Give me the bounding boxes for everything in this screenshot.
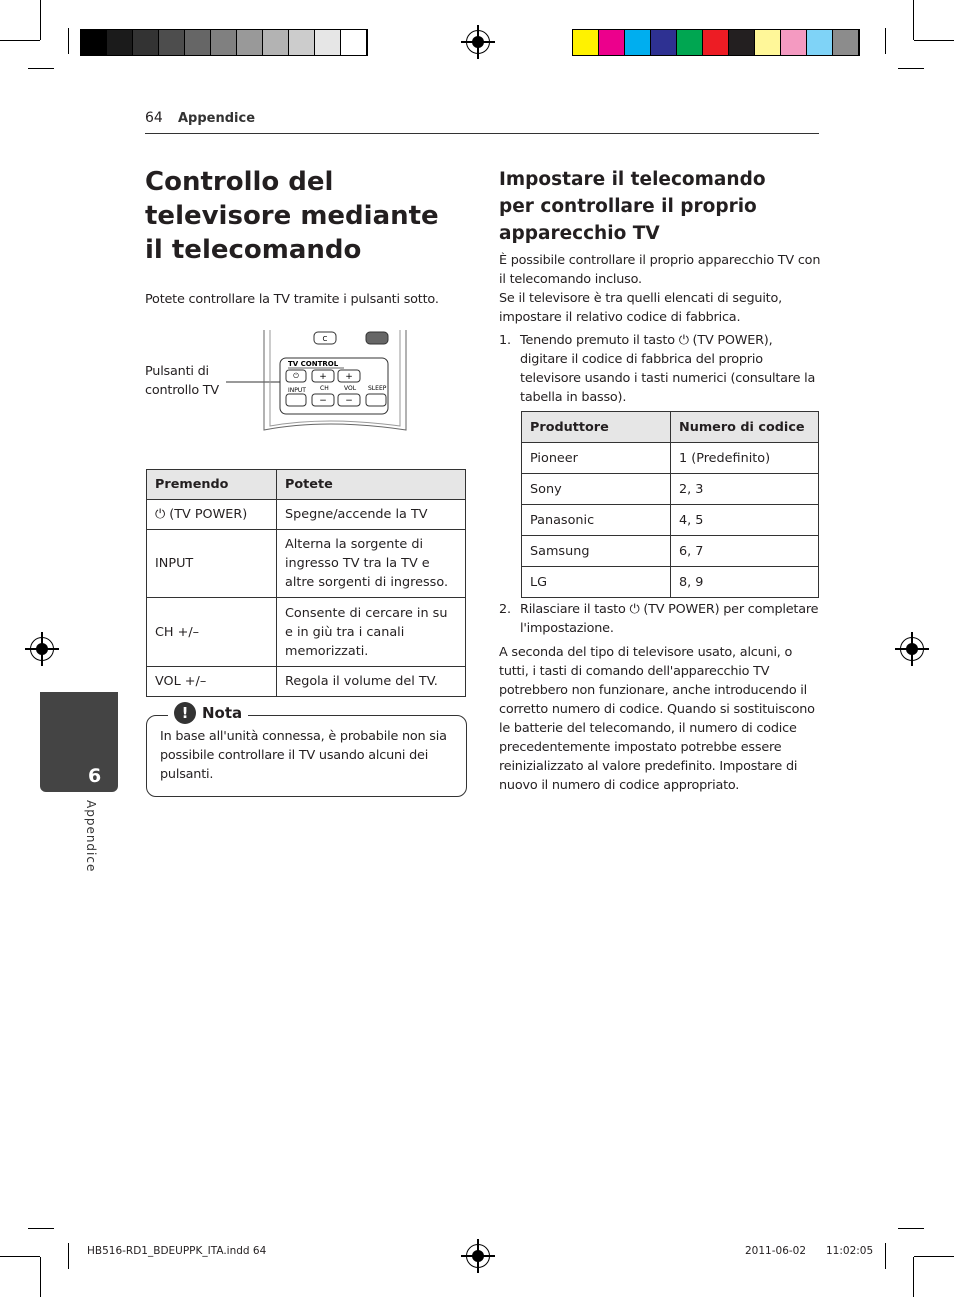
page-title: Controllo del televisore mediante il telecomando xyxy=(145,167,439,265)
functions-table xyxy=(146,469,466,697)
power-icon: ⏻ xyxy=(155,507,166,522)
figure-label: Pulsanti di controllo TV xyxy=(145,364,219,398)
table-cell: 4, 5 xyxy=(671,505,819,536)
table-header: Potete xyxy=(277,470,466,500)
step-text-a: Rilasciare il tasto xyxy=(520,602,626,617)
table-cell: 2, 3 xyxy=(671,474,819,505)
chapter-label: Appendice xyxy=(84,800,98,873)
color-bar xyxy=(572,29,860,56)
page-number: 64 xyxy=(145,110,163,126)
table-row xyxy=(147,530,466,598)
paragraph: Se il televisore è tra quelli elencati di seguito, impostare il relativo codice di fabbrica. xyxy=(499,291,782,325)
paragraph: È possibile controllare il proprio apparecchio TV con il telecomando incluso. xyxy=(499,253,821,287)
step-text xyxy=(520,331,820,407)
footer-file: HB516-RD1_BDEUPPK_ITA.indd 64 xyxy=(87,1245,267,1257)
vol-plus-label: + xyxy=(345,372,353,382)
power-icon: ⏻ xyxy=(293,372,299,380)
table-header: Numero di codice xyxy=(671,412,819,443)
step-text xyxy=(520,600,822,638)
table-cell: Pioneer xyxy=(522,443,671,474)
c-key-label: C xyxy=(322,335,328,343)
table-cell: CH +/– xyxy=(147,598,277,667)
remote-control-figure xyxy=(226,326,416,436)
table-cell: LG xyxy=(522,567,671,598)
step-number: 2. xyxy=(499,602,511,617)
table-row xyxy=(522,536,819,567)
table-cell: 1 (Predefinito) xyxy=(671,443,819,474)
table-header: Produttore xyxy=(522,412,671,443)
vol-minus-label: − xyxy=(345,396,353,406)
power-icon: ⏻ xyxy=(678,333,689,348)
power-icon: ⏻ xyxy=(629,602,640,617)
table-row xyxy=(522,474,819,505)
table-row xyxy=(147,667,466,697)
ch-minus-label: − xyxy=(319,396,327,406)
grayscale-bar xyxy=(80,29,368,56)
step-text-a: Tenendo premuto il tasto xyxy=(520,333,675,348)
ch-label: CH xyxy=(320,385,329,392)
paragraph: A seconda del tipo di televisore usato, alcuni, o tutti, i tasti di comando dell'apparecchio TV potrebbero non funzionare, anche introducendo il corretto numero di codice. Quando si sostituiscono le batterie del telecomando, il numero di codice precedentemente impostato potrebbe essere reinizializzato al valore predefinito. Impostare di nuovo il numero di codice appropriato. xyxy=(499,645,815,793)
note-title-text: Nota xyxy=(202,704,243,722)
table-row xyxy=(147,500,466,530)
table-cell: (TV POWER) xyxy=(169,507,248,522)
table-cell: Spegne/accende la TV xyxy=(277,500,466,530)
step-text-b: (TV POWER) per completare l'impostazione. xyxy=(520,602,819,636)
note-text: In base all'unità connessa, è probabile non sia possibile controllare il TV usando alcuni dei pulsanti. xyxy=(160,729,447,782)
intro-text: Potete controllare la TV tramite i pulsanti sotto. xyxy=(145,292,439,307)
registration-mark-icon xyxy=(30,637,54,661)
table-cell: 8, 9 xyxy=(671,567,819,598)
registration-mark-icon xyxy=(466,30,490,54)
table-cell: Alterna la sorgente di ingresso TV tra la TV e altre sorgenti di ingresso. xyxy=(277,530,466,598)
table-cell: Regola il volume del TV. xyxy=(277,667,466,697)
table-row xyxy=(147,598,466,667)
section-heading: Impostare il telecomando per controllare il proprio apparecchio TV xyxy=(499,169,766,244)
exclamation-icon: ! xyxy=(174,702,196,724)
sleep-label: SLEEP xyxy=(368,385,387,392)
table-row xyxy=(522,505,819,536)
header-rule xyxy=(145,133,819,134)
table-cell: INPUT xyxy=(147,530,277,598)
table-cell: Sony xyxy=(522,474,671,505)
table-header: Premendo xyxy=(147,470,277,500)
chapter-tab xyxy=(40,692,118,792)
table-row xyxy=(522,567,819,598)
registration-mark-icon xyxy=(466,1244,490,1268)
registration-mark-icon xyxy=(900,637,924,661)
tv-control-label: TV CONTROL xyxy=(288,360,339,368)
table-cell: Consente di cercare in su e in giù tra i canali memorizzati. xyxy=(277,598,466,667)
table-cell: 6, 7 xyxy=(671,536,819,567)
step-text-b: (TV POWER), digitare il codice di fabbrica del proprio televisore usando i tasti numerici (consultare la tabella in basso). xyxy=(520,333,816,405)
footer-date: 2011-06-02 xyxy=(745,1245,807,1257)
chapter-number: 6 xyxy=(88,765,102,787)
footer-time: 11:02:05 xyxy=(826,1245,874,1257)
ch-plus-label: + xyxy=(319,372,327,382)
section-name: Appendice xyxy=(178,111,256,126)
step-number: 1. xyxy=(499,333,511,348)
table-cell: Panasonic xyxy=(522,505,671,536)
table-cell: VOL +/– xyxy=(147,667,277,697)
codes-table xyxy=(521,411,819,598)
vol-label: VOL xyxy=(344,385,357,392)
table-cell: Samsung xyxy=(522,536,671,567)
note-title xyxy=(168,702,248,724)
table-row xyxy=(522,443,819,474)
input-label: INPUT xyxy=(288,387,306,394)
